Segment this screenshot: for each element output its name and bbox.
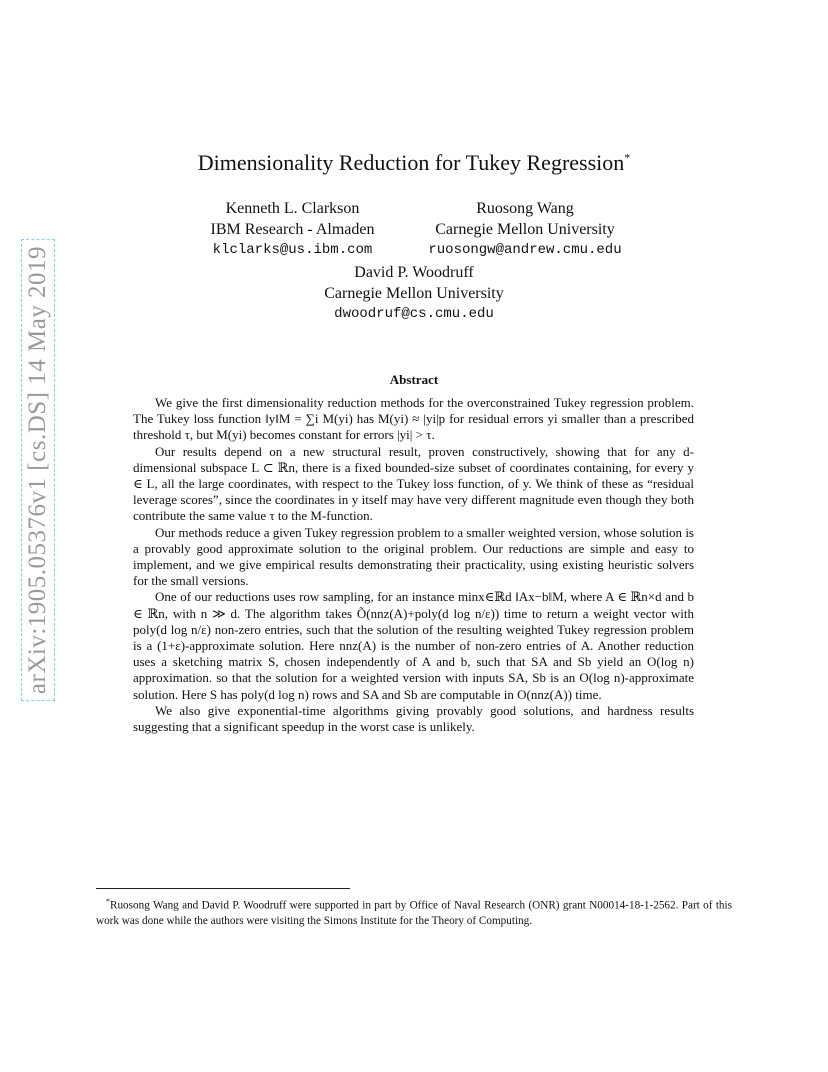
author-affiliation: IBM Research - Almaden xyxy=(210,221,375,238)
paper-title xyxy=(0,150,828,176)
title-footnote-mark: * xyxy=(624,150,631,165)
author-name: Kenneth L. Clarkson xyxy=(225,200,360,217)
author-email[interactable]: ruosongw@andrew.cmu.edu xyxy=(428,242,622,258)
abstract-paragraph: We give the first dimensionality reduction methods for the overconstrained Tukey regression problem. The Tukey loss function ‖y‖M = ∑i M(yi) has M(yi) ≈ |yi|p for residual errors yi smaller than a prescribed threshold τ, but M(yi) becomes constant for errors |yi| > τ. xyxy=(133,395,694,443)
author-name: Ruosong Wang xyxy=(476,200,574,217)
author-name: David P. Woodruff xyxy=(354,264,474,281)
footnote-text: Ruosong Wang and David P. Woodruff were supported in part by Office of Naval Research (ONR) grant N00014-18-1-2562. Part of this work was done while the authors were visiting the Simons Institute for the Theory of Computing. xyxy=(96,899,732,928)
author-email[interactable]: dwoodruf@cs.cmu.edu xyxy=(334,306,494,322)
author-affiliation: Carnegie Mellon University xyxy=(435,221,615,238)
footnote-divider xyxy=(96,888,350,889)
abstract-heading: Abstract xyxy=(389,372,439,387)
footnote-mark: * xyxy=(106,897,110,906)
author-block xyxy=(425,198,625,261)
arxiv-identifier: arXiv:1905.05376v1 [cs.DS] 14 May 2019 xyxy=(24,242,52,698)
arxiv-stamp xyxy=(22,245,54,695)
author-email[interactable]: klclarks@us.ibm.com xyxy=(212,242,373,258)
author-block xyxy=(190,198,395,261)
abstract-paragraph: Our methods reduce a given Tukey regression problem to a smaller weighted version, whose solution is a provably good approximate solution to the original problem. Our reductions are simple and easy to implement, and we give empirical results demonstrating their practicality, using existing heuristic solvers for the small versions. xyxy=(133,524,694,589)
abstract-paragraph: We also give exponential-time algorithms giving provably good solutions, and hardness results suggesting that a significant speedup in the worst case is unlikely. xyxy=(133,702,694,735)
author-block xyxy=(300,262,528,325)
abstract-paragraph: Our results depend on a new structural result, proven constructively, showing that for any d-dimensional subspace L ⊂ ℝn, there is a fixed bounded-size subset of coordinates containing, for every y ∈ L, all the large coordinates, with respect to the Tukey loss function, of y. We think of these as “residual leverage scores”, since the coordinates in y itself may have very different magnitude even though they both contribute the same value τ to the M-function. xyxy=(133,443,694,524)
paper-title-text: Dimensionality Reduction for Tukey Regression xyxy=(197,150,625,175)
abstract-paragraph: One of our reductions uses row sampling, for an instance minx∈ℝd ‖Ax−b‖M, where A ∈ ℝn×d and b ∈ ℝn, with n ≫ d. The algorithm takes Õ(nnz(A)+poly(d log n/ε)) time to return a weight vector with poly(d log n/ε) non-zero entries, such that the solution of the resulting weighted Tukey regression problem is a (1+ε)-approximate solution. Here nnz(A) is the number of non-zero entries of A. Another reduction uses a sketching matrix S, chosen independently of A and b, such that SA and Sb yield an O(log n) approximation. so that the solution for a weighted version with inputs SA, Sb is an O(log n)-approximate solution. Here S has poly(d log n) rows and SA and Sb are computable in O(nnz(A)) time. xyxy=(133,589,694,702)
author-affiliation: Carnegie Mellon University xyxy=(324,285,504,302)
abstract-body xyxy=(133,395,694,735)
footnote xyxy=(96,894,732,929)
